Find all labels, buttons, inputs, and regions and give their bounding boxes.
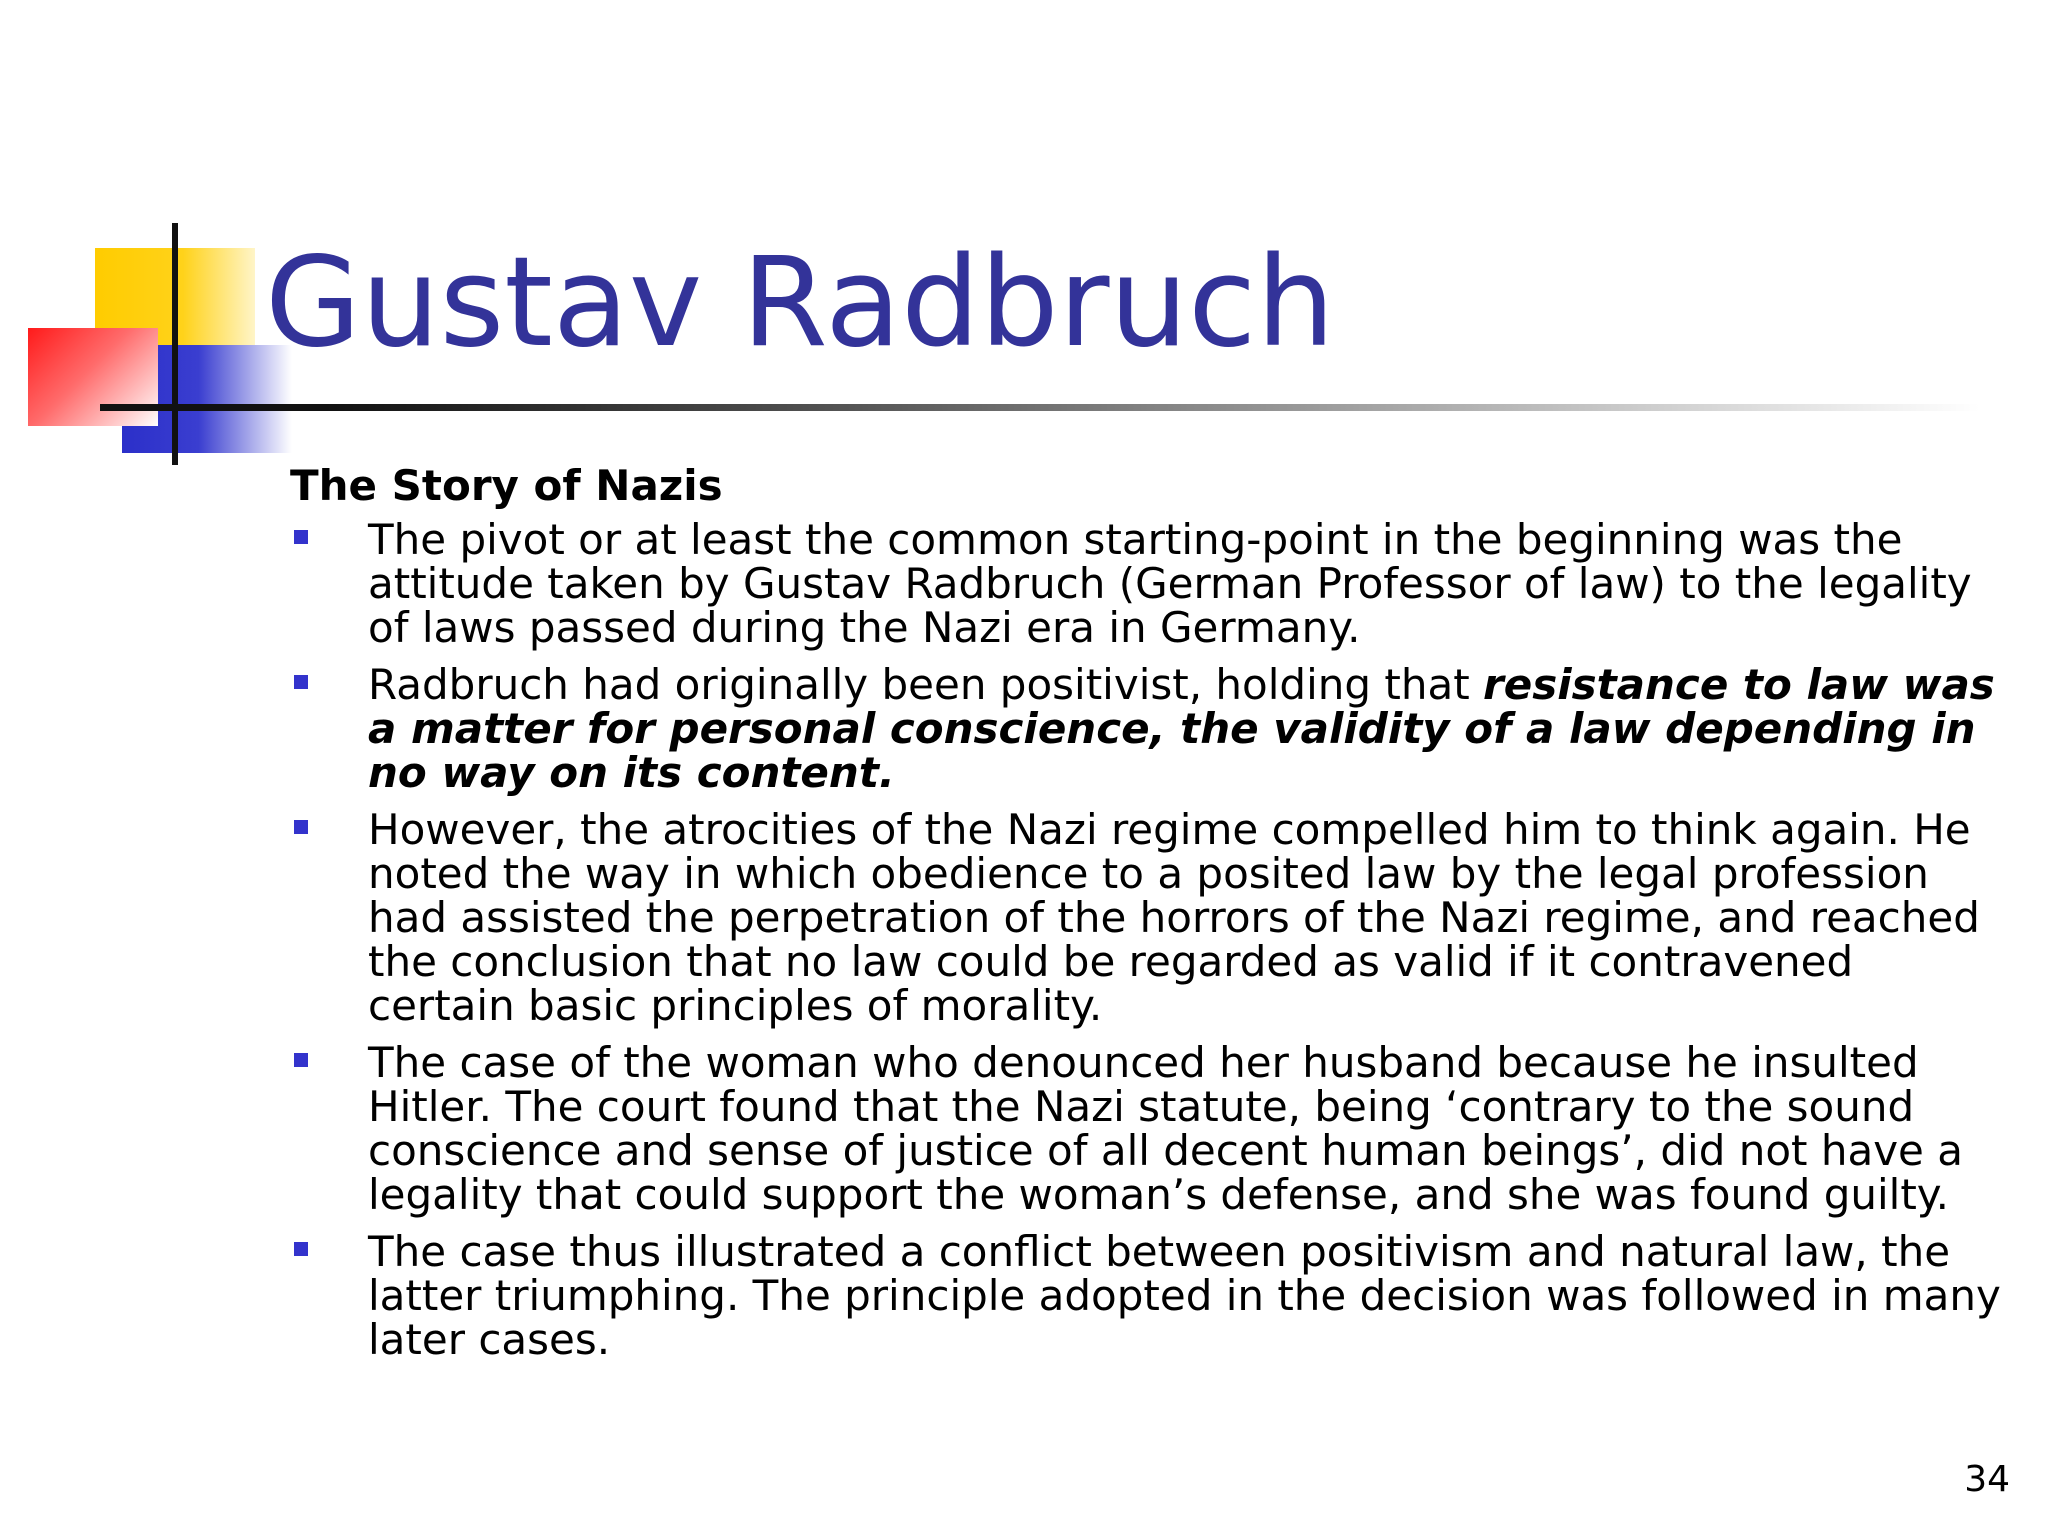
square-bullet-icon bbox=[294, 530, 308, 544]
square-bullet-icon bbox=[294, 1053, 308, 1067]
bullet-emphasis-text: resistance to law was a matter for personal conscience, the validity of a law depending in no way on its content. bbox=[368, 660, 1995, 797]
subheading: The Story of Nazis bbox=[290, 461, 723, 510]
page-number: 34 bbox=[1964, 1459, 2010, 1500]
slide-title: Gustav Radbruch bbox=[265, 231, 1335, 375]
bullet-item bbox=[290, 805, 2010, 1030]
square-bullet-icon bbox=[294, 820, 308, 834]
bullet-item bbox=[290, 660, 2010, 797]
title-underline-rule bbox=[100, 404, 1980, 411]
bullet-text: The pivot or at least the common starting-point in the beginning was the attitude taken by Gustav Radbruch (German Professor of law) to the legality of laws passed during the Nazi era in Germany. bbox=[368, 515, 1972, 652]
red-square-decoration bbox=[28, 328, 158, 426]
square-bullet-icon bbox=[294, 675, 308, 689]
bullet-item bbox=[290, 1227, 2010, 1364]
bullet-item bbox=[290, 1038, 2010, 1219]
bullet-text: The case thus illustrated a conflict between positivism and natural law, the latter triumphing. The principle adopted in the decision was followed in many later cases. bbox=[368, 1227, 2001, 1364]
bullet-text: The case of the woman who denounced her husband because he insulted Hitler. The court found that the Nazi statute, being ‘contrary to the sound conscience and sense of justice of all decent human beings’, did not have a legality that could support the woman’s defense, and she was found guilty. bbox=[368, 1038, 1963, 1219]
bullet-list bbox=[290, 515, 2010, 1375]
bullet-item bbox=[290, 515, 2010, 652]
bullet-text: However, the atrocities of the Nazi regime compelled him to think again. He noted the way in which obedience to a posited law by the legal profession had assisted the perpetration of the horrors of the Nazi regime, and reached the conclusion that no law could be regarded as valid if it contravened certain basic principles of morality. bbox=[368, 805, 1980, 1030]
vertical-rule bbox=[172, 223, 178, 465]
square-bullet-icon bbox=[294, 1242, 308, 1256]
bullet-text: Radbruch had originally been positivist, holding that bbox=[368, 660, 1484, 709]
